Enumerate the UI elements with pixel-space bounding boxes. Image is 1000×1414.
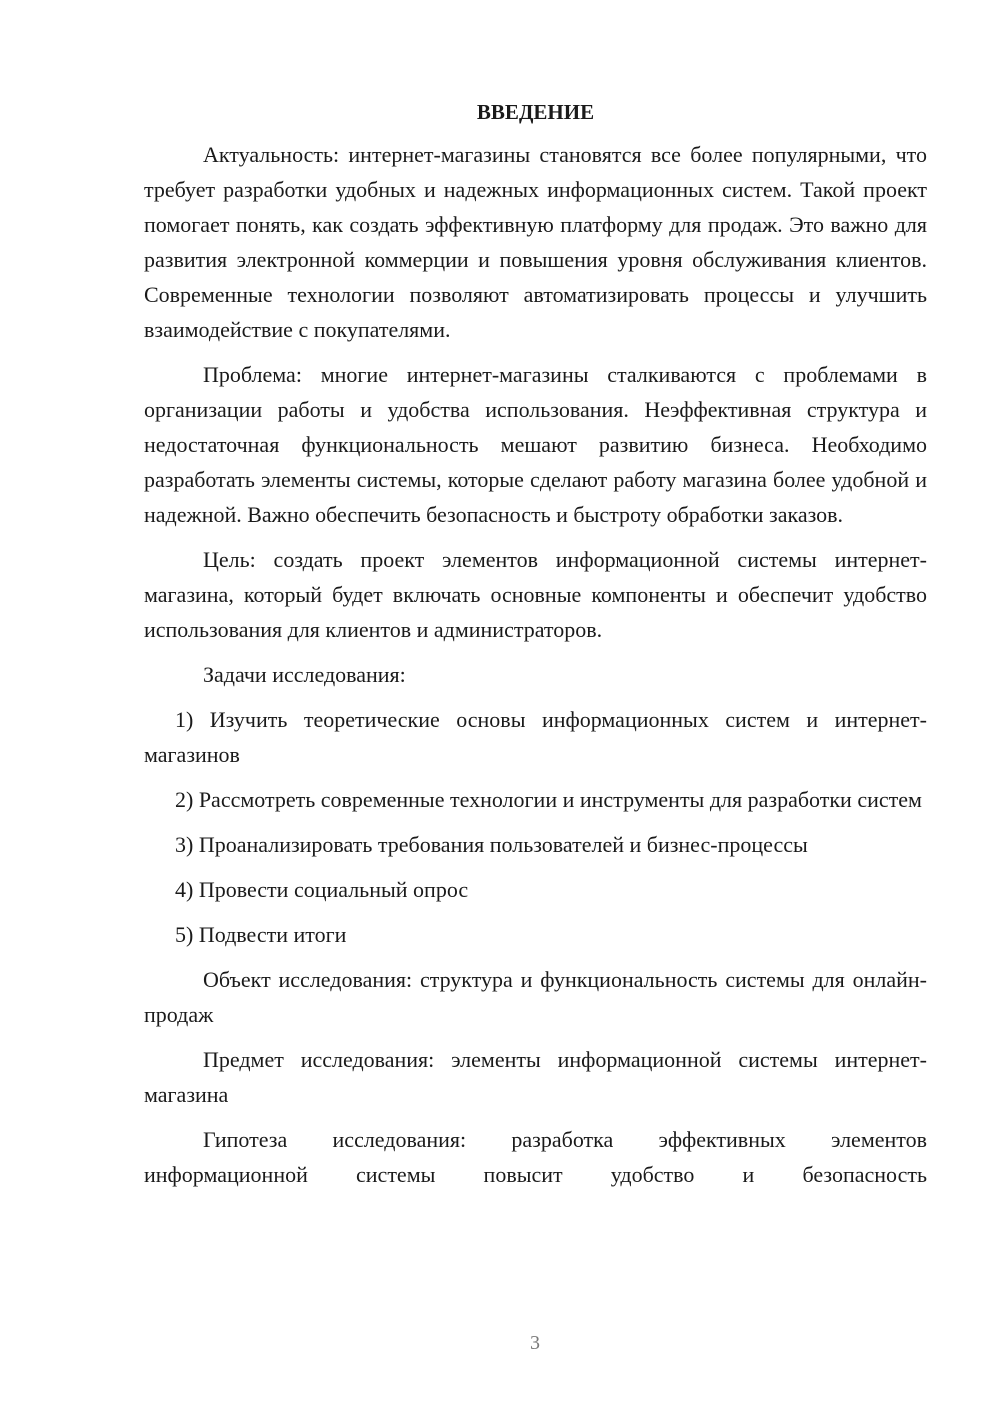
task-item-4: 4) Провести социальный опрос xyxy=(175,877,469,902)
paragraph-relevance: Актуальность: интернет-магазины становятся все более популярными, что требует разработки удобных и надежных информационных систем. Такой проект помогает понять, как создать эффективную платформу для продаж. Это важно для развития электронной коммерции и повышения уровня обслуживания клиентов. Современные технологии позволяют автоматизировать процессы и улучшить взаимодействие с покупателями. xyxy=(144,142,927,342)
paragraph-hypothesis: Гипотеза исследования: разработка эффективных элементов информационной системы повысит удобство и безопасность xyxy=(144,1127,927,1187)
paragraph-subject: Предмет исследования: элементы информационной системы интернет-магазина xyxy=(144,1047,927,1107)
task-item-5: 5) Подвести итоги xyxy=(175,922,347,947)
task-item-1: 1) Изучить теоретические основы информационных систем и интернет-магазинов xyxy=(144,707,927,767)
task-item-3: 3) Проанализировать требования пользователей и бизнес-процессы xyxy=(175,832,808,857)
page-title: ВВЕДЕНИЕ xyxy=(476,100,595,124)
paragraph-problem: Проблема: многие интернет-магазины сталкиваются с проблемами в организации работы и удобства использования. Неэффективная структура и недостаточная функциональность мешают развитию бизнеса. Необходимо разработать элементы системы, которые сделают работу магазина более удобной и надежной. Важно обеспечить безопасность и быстроту обработки заказов. xyxy=(144,362,927,527)
page-number: 3 xyxy=(530,1332,540,1354)
task-item-2: 2) Рассмотреть современные технологии и инструменты для разработки систем xyxy=(175,787,922,812)
document-body xyxy=(144,96,927,1202)
tasks-heading: Задачи исследования: xyxy=(203,662,406,687)
paragraph-object: Объект исследования: структура и функциональность системы для онлайн-продаж xyxy=(144,967,927,1027)
paragraph-goal: Цель: создать проект элементов информационной системы интернет-магазина, который будет включать основные компоненты и обеспечит удобство использования для клиентов и администраторов. xyxy=(144,547,927,642)
